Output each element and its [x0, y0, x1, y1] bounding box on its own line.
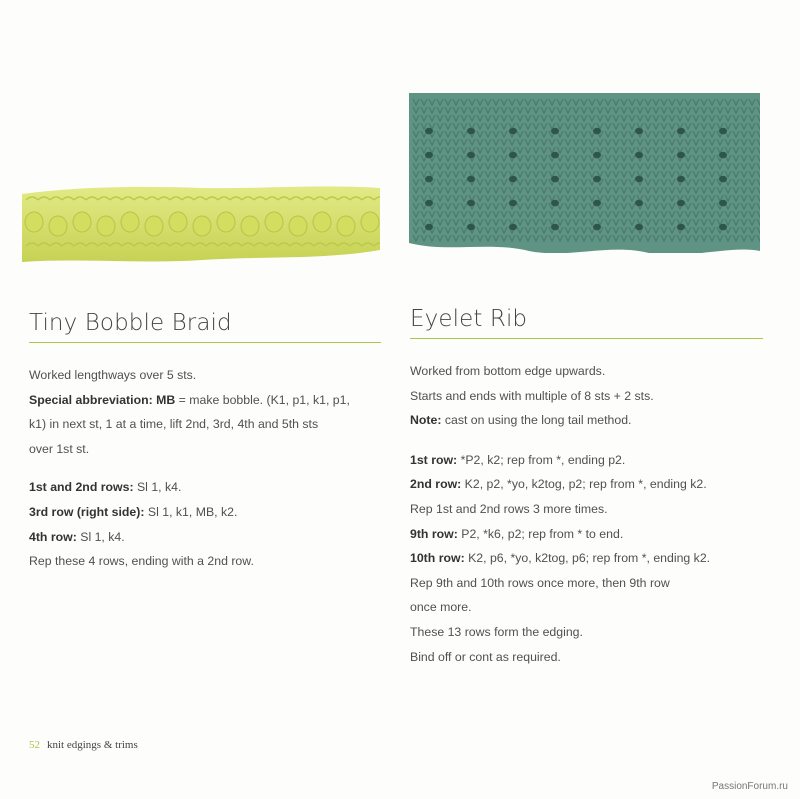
page-footer [29, 739, 138, 751]
row-text: once more. [410, 600, 472, 615]
row-instruction [410, 522, 768, 547]
special-abbreviation [29, 388, 385, 413]
eyelet-rib-photo [409, 93, 760, 260]
note-line [410, 408, 768, 433]
section-name: knit edgings & trims [47, 739, 138, 751]
tiny-bobble-braid-section [29, 310, 385, 574]
intro-line: Worked lengthways over 5 sts. [29, 368, 197, 382]
title-rule [29, 342, 381, 343]
page-number: 52 [29, 739, 40, 751]
row-text: Rep these 4 rows, ending with a 2nd row. [29, 554, 254, 569]
row-text: Sl 1, k4. [76, 529, 125, 544]
row-instruction [29, 475, 385, 500]
section-title: Tiny Bobble Braid [29, 310, 232, 336]
row-text: K2, p2, *yo, k2tog, p2; rep from *, ending k2. [461, 477, 707, 492]
row-label: 1st and 2nd rows: [29, 480, 134, 495]
bobble-braid-photo [22, 180, 380, 268]
intro-line: Worked from bottom edge upwards. [410, 364, 606, 378]
special-text-cont: k1) in next st, 1 at a time, lift 2nd, 3rd, 4th and 5th sts [29, 417, 319, 432]
row-text: These 13 rows form the edging. [410, 624, 583, 639]
row-instruction [29, 525, 385, 550]
row-label: 10th row: [410, 551, 465, 566]
row-instruction [410, 571, 768, 596]
special-text-cont: over 1st st. [29, 441, 90, 456]
row-label: 3rd row (right side): [29, 504, 145, 519]
eyelet-rib-section [410, 306, 768, 669]
row-text: Rep 9th and 10th rows once more, then 9th row [410, 575, 670, 590]
row-label: 9th row: [410, 526, 458, 541]
special-label: Special abbreviation: MB [29, 392, 176, 407]
row-instruction [410, 497, 768, 522]
row-instruction [410, 546, 768, 571]
row-label: 4th row: [29, 529, 77, 544]
note-text: cast on using the long tail method. [441, 413, 632, 428]
row-instruction [410, 448, 768, 473]
section-title: Eyelet Rib [410, 306, 528, 332]
note-label: Note: [410, 413, 442, 428]
row-label: 2nd row: [410, 477, 462, 492]
row-text: Bind off or cont as required. [410, 649, 561, 664]
watermark: PassionForum.ru [711, 781, 788, 792]
row-text: Rep 1st and 2nd rows 3 more times. [410, 501, 608, 516]
row-instruction [410, 472, 768, 497]
special-text: = make bobble. (K1, p1, k1, p1, [175, 392, 350, 407]
row-text: K2, p6, *yo, k2tog, p6; rep from *, ending k2. [464, 551, 711, 566]
row-instruction [410, 620, 768, 645]
title-rule [410, 338, 763, 339]
row-instruction [410, 645, 768, 670]
row-instruction [29, 549, 385, 574]
row-text: Sl 1, k1, MB, k2. [144, 504, 238, 519]
row-text: P2, *k6, p2; rep from * to end. [457, 526, 624, 541]
row-label: 1st row: [410, 452, 458, 467]
row-instruction [410, 595, 768, 620]
row-text: *P2, k2; rep from *, ending p2. [457, 452, 626, 467]
row-text: Sl 1, k4. [133, 480, 182, 495]
row-instruction [29, 500, 385, 525]
intro-line: Starts and ends with multiple of 8 sts + 2 sts. [410, 388, 654, 403]
